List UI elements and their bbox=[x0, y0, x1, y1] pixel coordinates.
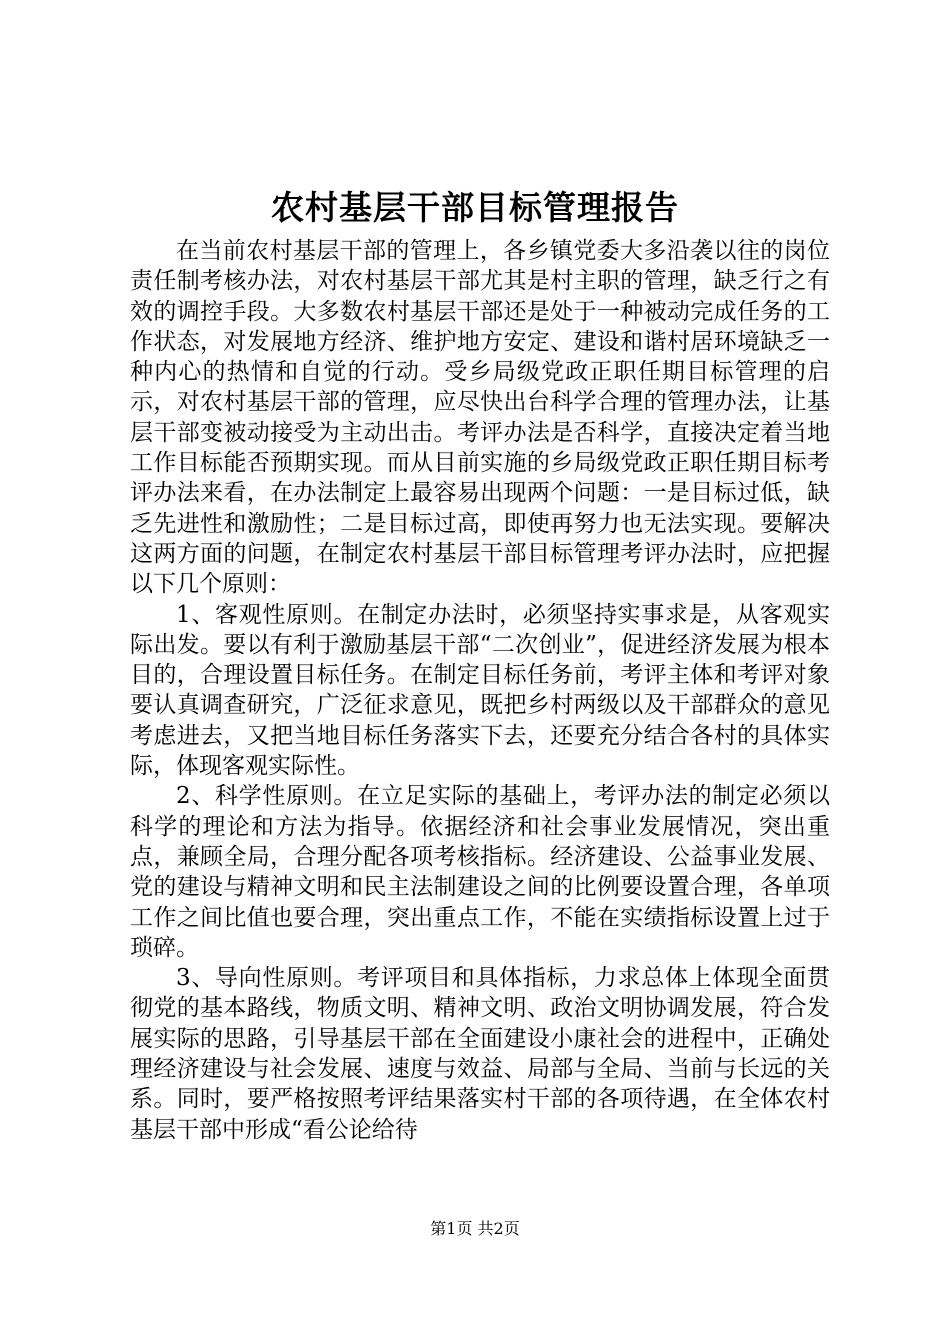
page-number-footer: 第1页 共2页 bbox=[430, 1219, 520, 1238]
paragraph-principle-1: 1、客观性原则。在制定办法时，必须坚持实事求是，从客观实际出发。要以有利于激励基层干部“二次创业”，促进经济发展为根本目的，合理设置目标任务。在制定目标任务前，考评主体和考评对象要认真调查研究，广泛征求意见，既把乡村两级以及干部群众的意见考虑进去，又把当地目标任务落实下去，还要充分结合各村的具体实际，体现客观实际性。 bbox=[130, 601, 830, 780]
paragraph-principle-3: 3、导向性原则。考评项目和具体指标，力求总体上体现全面贯彻党的基本路线，物质文明、精神文明、政治文明协调发展，符合发展实际的思路，引导基层干部在全面建设小康社会的进程中，正确处理经济建设与社会发展、速度与效益、局部与全局、当前与长远的关系。同时，要严格按照考评结果落实村干部的各项待遇，在全体农村基层干部中形成“看公论给待 bbox=[130, 965, 830, 1143]
paragraph-intro: 在当前农村基层干部的管理上，各乡镇党委大多沿袭以往的岗位责任制考核办法，对农村基层干部尤其是村主职的管理，缺乏行之有效的调控手段。大多数农村基层干部还是处于一种被动完成任务的工作状态，对发展地方经济、维护地方安定、建设和谐村居环境缺乏一种内心的热情和自觉的行动。受乡局级党政正职任期目标管理的启示，对农村基层干部的管理，应尽快出台科学合理的管理办法，让基层干部变被动接受为主动出击。考评办法是否科学，直接决定着当地工作目标能否预期实现。而从目前实施的乡局级党政正职任期目标考评办法来看，在办法制定上最容易出现两个问题：一是目标过低，缺乏先进性和激励性；二是目标过高，即使再努力也无法实现。要解决这两方面的问题，在制定农村基层干部目标管理考评办法时，应把握以下几个原则： bbox=[130, 238, 830, 598]
document-title: 农村基层干部目标管理报告 bbox=[271, 188, 679, 227]
paragraph-principle-2: 2、科学性原则。在立足实际的基础上，考评办法的制定必须以科学的理论和方法为指导。依据经济和社会事业发展情况，突出重点，兼顾全局，合理分配各项考核指标。经济建设、公益事业发展、党的建设与精神文明和民主法制建设之间的比例要设置合理，各单项工作之间比值也要合理，突出重点工作，不能在实绩指标设置上过于琐碎。 bbox=[130, 783, 830, 961]
document-body bbox=[130, 236, 830, 1145]
